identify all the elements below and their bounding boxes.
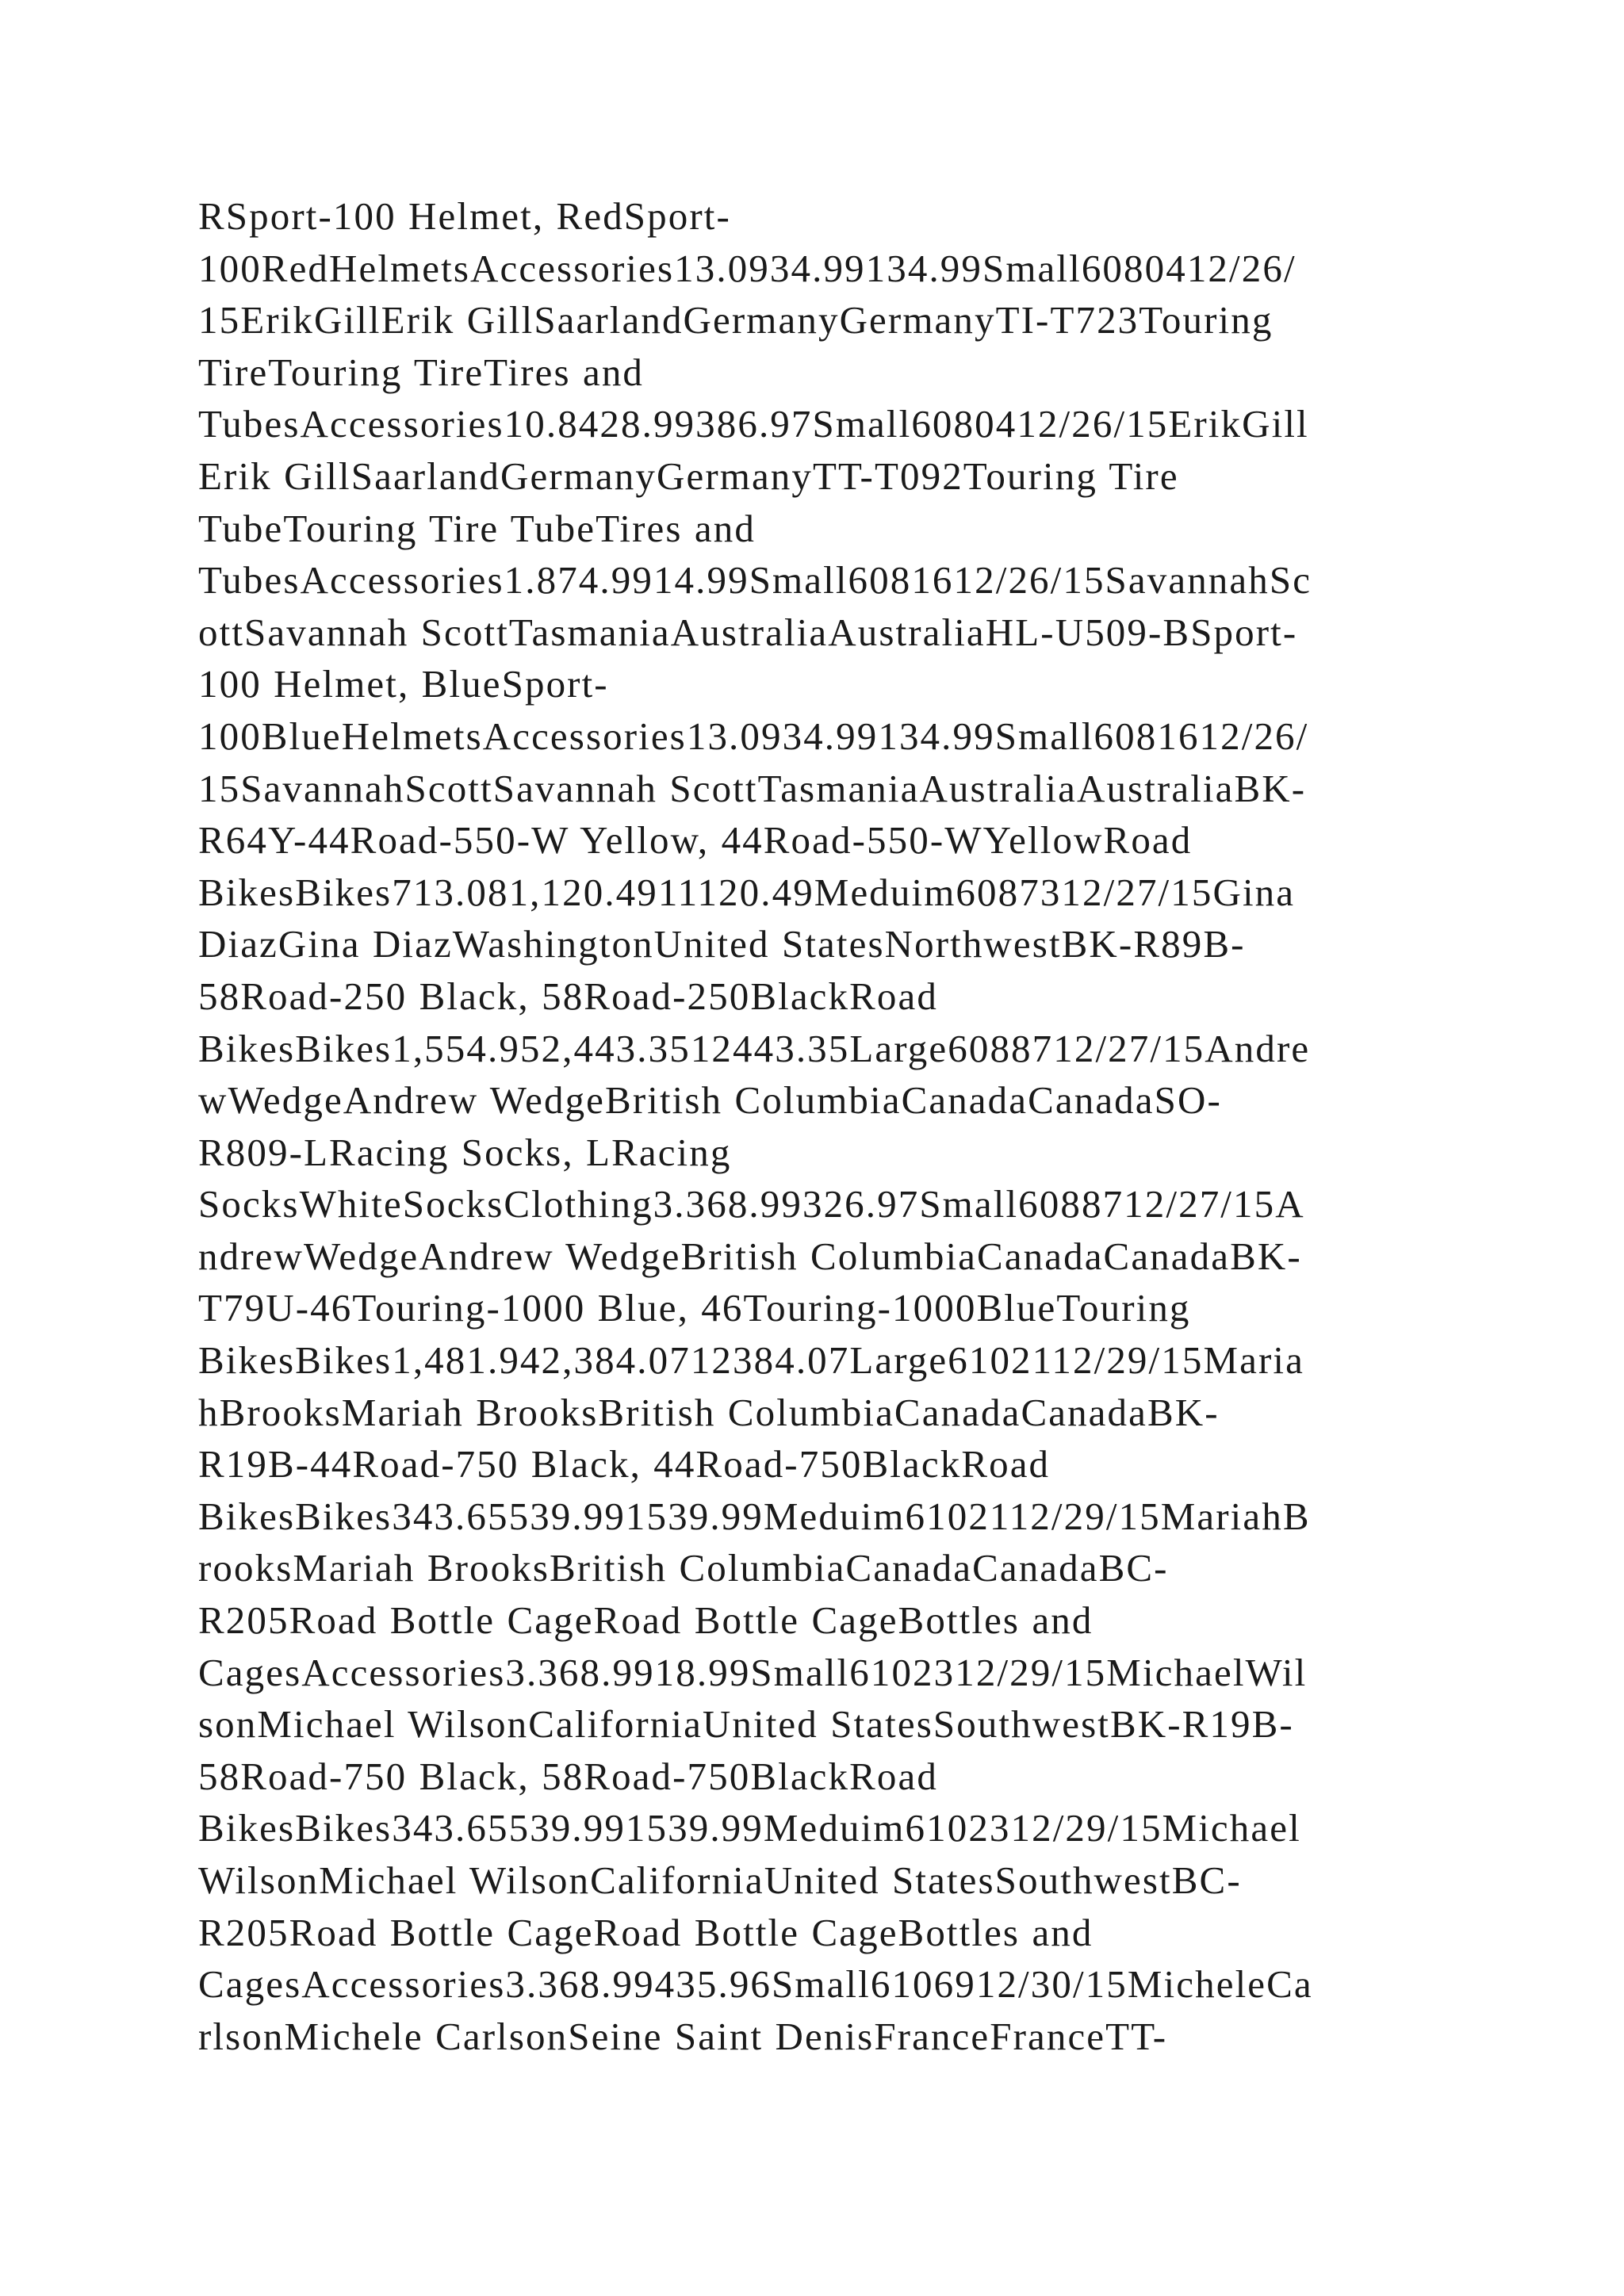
text-line-23: BikesBikes1,481.942,384.0712384.07Large6102112/29/15Maria [198, 1338, 1304, 1383]
text-line-10: 100 Helmet, BlueSport- [198, 662, 609, 706]
text-line-14: BikesBikes713.081,120.4911120.49Meduim6087312/27/15Gina [198, 870, 1296, 914]
text-line-31: 58Road-750 Black, 58Road-750BlackRoad [198, 1754, 938, 1798]
text-line-27: rooksMariah BrooksBritish ColumbiaCanadaCanadaBC- [198, 1546, 1169, 1590]
text-line-15: DiazGina DiazWashingtonUnited StatesNorthwestBK-R89B- [198, 922, 1246, 966]
text-line-11: 100BlueHelmetsAccessories13.0934.99134.99Small6081612/26/ [198, 714, 1309, 758]
text-line-19: R809-LRacing Socks, LRacing [198, 1130, 732, 1174]
text-line-9: ottSavannah ScottTasmaniaAustraliaAustraliaHL-U509-BSport- [198, 610, 1298, 654]
text-line-17: BikesBikes1,554.952,443.3512443.35Large6088712/27/15Andre [198, 1026, 1311, 1070]
text-line-18: wWedgeAndrew WedgeBritish ColumbiaCanadaCanadaSO- [198, 1078, 1222, 1123]
text-line-34: R205Road Bottle CageRoad Bottle CageBottles and [198, 1910, 1094, 1954]
text-line-1: RSport-100 Helmet, RedSport- [198, 194, 731, 238]
text-line-22: T79U-46Touring-1000 Blue, 46Touring-1000BlueTouring [198, 1286, 1191, 1330]
text-line-20: SocksWhiteSocksClothing3.368.99326.97Small6088712/27/15A [198, 1182, 1305, 1226]
text-line-13: R64Y-44Road-550-W Yellow, 44Road-550-WYellowRoad [198, 818, 1193, 863]
text-line-7: TubeTouring Tire TubeTires and [198, 506, 756, 550]
text-line-21: ndrewWedgeAndrew WedgeBritish ColumbiaCanadaCanadaBK- [198, 1234, 1302, 1278]
text-line-29: CagesAccessories3.368.9918.99Small6102312/29/15MichaelWil [198, 1650, 1308, 1694]
document-body-text [198, 190, 1499, 2062]
text-line-3: 15ErikGillErik GillSaarlandGermanyGermanyTI-T723Touring [198, 298, 1274, 342]
text-line-5: TubesAccessories10.8428.99386.97Small6080412/26/15ErikGill [198, 402, 1309, 446]
text-line-32: BikesBikes343.65539.991539.99Meduim6102312/29/15Michael [198, 1806, 1301, 1850]
text-line-30: sonMichael WilsonCaliforniaUnited StatesSouthwestBK-R19B- [198, 1702, 1294, 1747]
text-line-24: hBrooksMariah BrooksBritish ColumbiaCanadaCanadaBK- [198, 1390, 1220, 1434]
text-line-6: Erik GillSaarlandGermanyGermanyTT-T092Touring Tire [198, 453, 1179, 498]
text-line-36: rlsonMichele CarlsonSeine Saint DenisFranceFranceTT- [198, 2014, 1168, 2058]
text-line-16: 58Road-250 Black, 58Road-250BlackRoad [198, 974, 938, 1018]
text-line-8: TubesAccessories1.874.9914.99Small6081612/26/15SavannahSc [198, 558, 1312, 603]
text-line-2: 100RedHelmetsAccessories13.0934.99134.99Small6080412/26/ [198, 246, 1297, 290]
text-line-25: R19B-44Road-750 Black, 44Road-750BlackRoad [198, 1442, 1051, 1487]
text-line-33: WilsonMichael WilsonCaliforniaUnited StatesSouthwestBC- [198, 1858, 1242, 1902]
text-line-28: R205Road Bottle CageRoad Bottle CageBottles and [198, 1598, 1094, 1643]
text-line-26: BikesBikes343.65539.991539.99Meduim6102112/29/15MariahB [198, 1494, 1311, 1538]
text-line-35: CagesAccessories3.368.99435.96Small6106912/30/15MicheleCa [198, 1962, 1313, 2007]
text-line-12: 15SavannahScottSavannah ScottTasmaniaAustraliaAustraliaBK- [198, 766, 1307, 810]
text-line-4: TireTouring TireTires and [198, 350, 645, 394]
